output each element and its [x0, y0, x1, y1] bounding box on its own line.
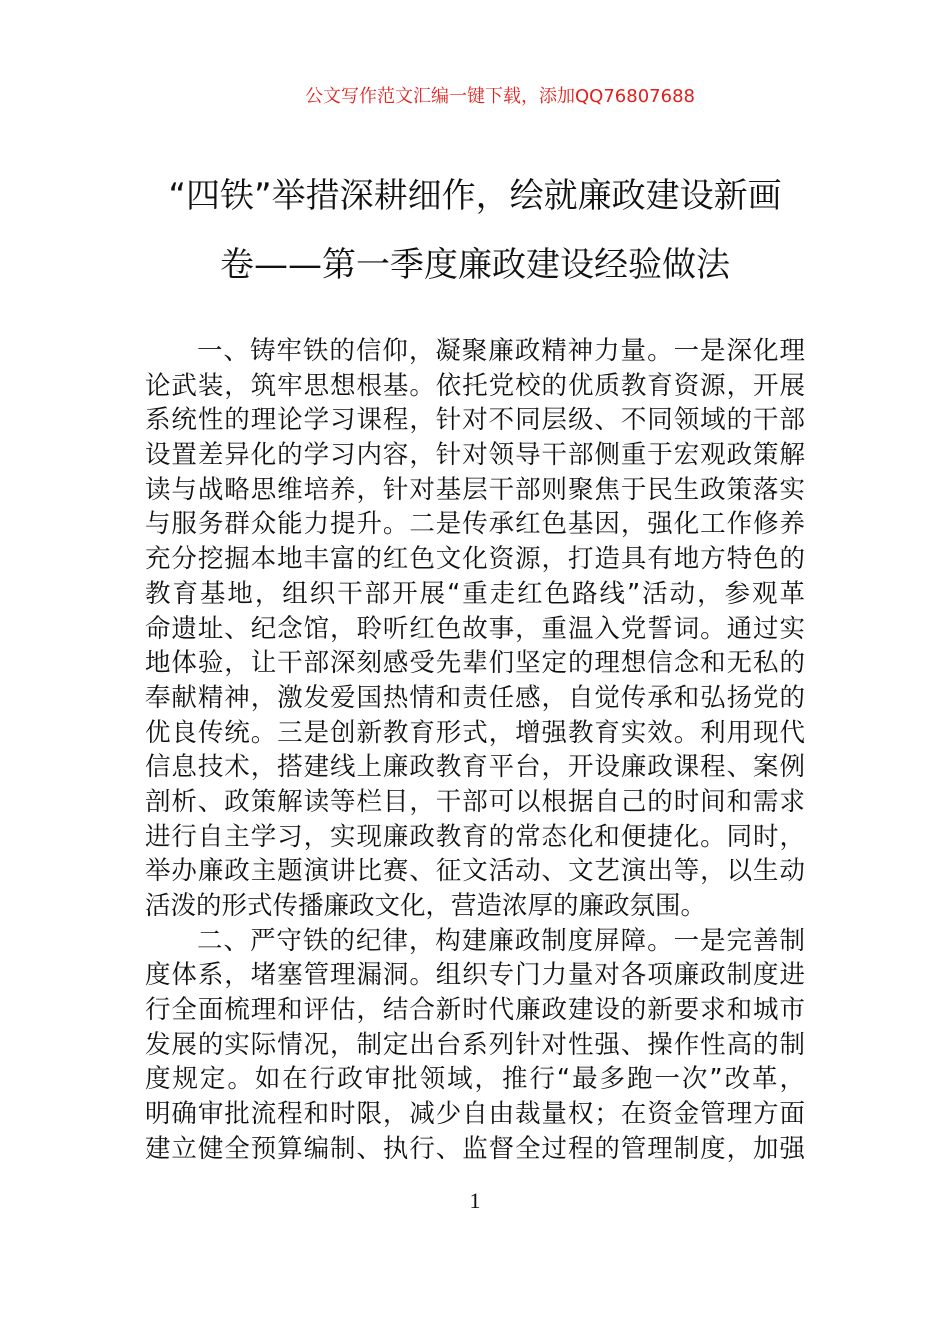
text-line: 剖析、政策解读等栏目，干部可以根据自己的时间和需求 — [145, 786, 805, 817]
header-watermark: 公文写作范文汇编一键下载，添加QQ76807688 — [305, 86, 695, 107]
text-line: 系统性的理论学习课程，针对不同层级、不同领域的干部 — [145, 405, 805, 436]
text-line: 度体系，堵塞管理漏洞。组织专门力量对各项廉政制度进 — [145, 960, 805, 991]
paragraph-1 — [145, 334, 805, 924]
text-line: 充分挖掘本地丰富的红色文化资源，打造具有地方特色的 — [145, 544, 805, 575]
text-line: 设置差异化的学习内容，针对领导干部侧重于宏观政策解 — [145, 440, 805, 471]
text-line: 进行自主学习，实现廉政教育的常态化和便捷化。同时， — [145, 821, 805, 852]
page-number: 1 — [469, 1188, 481, 1213]
text-line: 度规定。如在行政审批领域，推行“最多跑一次”改革， — [145, 1064, 805, 1095]
document-body — [145, 334, 805, 1167]
text-line: 二、严守铁的纪律，构建廉政制度屏障。一是完善制 — [197, 925, 805, 956]
text-line: 建立健全预算编制、执行、监督全过程的管理制度，加强 — [145, 1133, 805, 1164]
text-line: 读与战略思维培养，针对基层干部则聚焦于民生政策落实 — [145, 474, 805, 505]
text-line: 举办廉政主题演讲比赛、征文活动、文艺演出等，以生动 — [145, 856, 805, 887]
text-line: 地体验，让干部深刻感受先辈们坚定的理想信念和无私的 — [145, 648, 805, 679]
text-line: 优良传统。三是创新教育形式，增强教育实效。利用现代 — [145, 717, 805, 748]
paragraph-2 — [145, 924, 805, 1167]
document-title-line-2: 卷——第一季度廉政建设经验做法 — [220, 245, 730, 285]
text-line: 命遗址、纪念馆，聆听红色故事，重温入党誓词。通过实 — [145, 613, 805, 644]
text-line: 一、铸牢铁的信仰，凝聚廉政精神力量。一是深化理 — [197, 336, 805, 366]
text-line: 奉献精神，激发爱国热情和责任感，自觉传承和弘扬党的 — [145, 682, 805, 713]
text-line: 论武装，筑牢思想根基。依托党校的优质教育资源，开展 — [145, 370, 805, 401]
text-line: 活泼的形式传播廉政文化，营造浓厚的廉政氛围。 — [145, 891, 707, 921]
text-line: 发展的实际情况，制定出台系列针对性强、操作性高的制 — [145, 1029, 805, 1060]
text-line: 行全面梳理和评估，结合新时代廉政建设的新要求和城市 — [145, 995, 805, 1026]
text-line: 教育基地，组织干部开展“重走红色路线”活动，参观革 — [145, 578, 805, 609]
text-line: 信息技术，搭建线上廉政教育平台，开设廉政课程、案例 — [145, 752, 805, 783]
document-title-line-1: “四铁”举措深耕细作，绘就廉政建设新画 — [168, 176, 782, 216]
text-line: 与服务群众能力提升。二是传承红色基因，强化工作修养 — [145, 509, 805, 540]
text-line: 明确审批流程和时限，减少自由裁量权；在资金管理方面 — [145, 1099, 805, 1130]
